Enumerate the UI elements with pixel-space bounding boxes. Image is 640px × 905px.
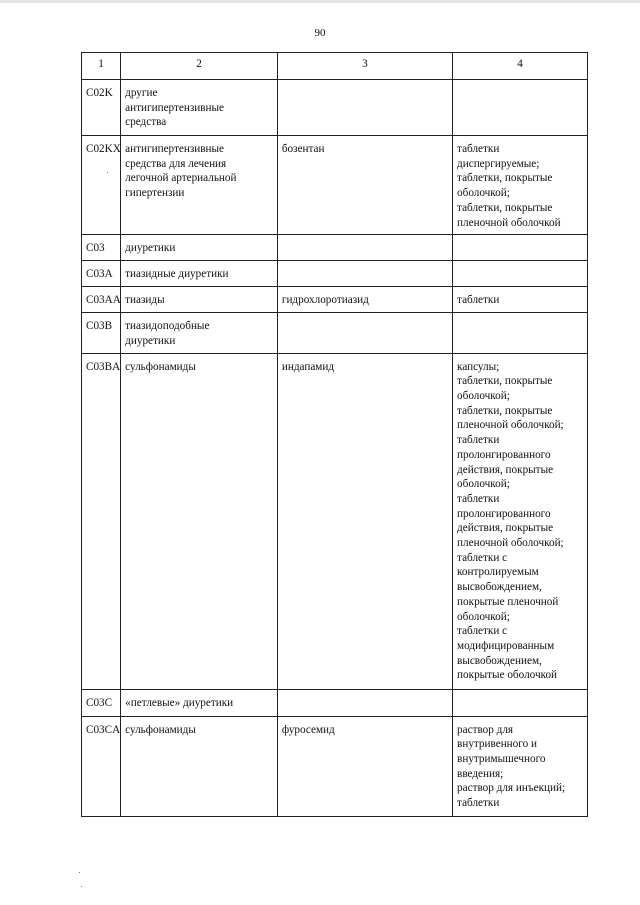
inn-cell: фуросемид <box>277 716 452 816</box>
page-number: 90 <box>314 27 326 39</box>
header-cell-1: 1 <box>82 53 121 80</box>
atc-code-cell: C03C <box>82 689 121 716</box>
dosage-form-cell <box>453 80 588 136</box>
group-name-cell: «петлевые» диуретики <box>121 689 278 716</box>
table-row <box>82 136 588 235</box>
table-row <box>82 716 588 816</box>
group-name-cell: тиазидные диуретики <box>121 261 278 287</box>
atc-code-cell: C03A <box>82 261 121 287</box>
dosage-form-cell: таблетки <box>453 287 588 313</box>
table-row <box>82 261 588 287</box>
inn-cell <box>277 235 452 261</box>
dosage-form-cell: таблетки диспергируемые; таблетки, покрытые оболочкой; таблетки, покрытые пленочной оболочкой <box>453 136 588 235</box>
dosage-form-cell: раствор для внутривенного и внутримышечного введения; раствор для инъекций; таблетки <box>453 716 588 816</box>
table-row <box>82 313 588 353</box>
inn-cell <box>277 689 452 716</box>
group-name-cell: антигипертензивные средства для лечения легочной артериальной гипертензии <box>121 136 278 235</box>
header-cell-3: 3 <box>277 53 452 80</box>
inn-cell: гидрохлоротиазид <box>277 287 452 313</box>
dosage-form-cell <box>453 235 588 261</box>
group-name-cell: другие антигипертензивные средства <box>121 80 278 136</box>
inn-cell <box>277 80 452 136</box>
group-name-cell: сульфонамиды <box>121 353 278 689</box>
group-name-cell: тиазиды <box>121 287 278 313</box>
header-cell-4: 4 <box>453 53 588 80</box>
group-name-cell: сульфонамиды <box>121 716 278 816</box>
group-name-cell: тиазидоподобные диуретики <box>121 313 278 353</box>
atc-code-cell: C02K <box>82 80 121 136</box>
table-header-row <box>82 53 588 80</box>
atc-code-cell: C03AA <box>82 287 121 313</box>
table-row <box>82 287 588 313</box>
atc-code-cell: C03BA <box>82 353 121 689</box>
top-edge-rule <box>0 0 640 3</box>
atc-code-cell: C03 <box>82 235 121 261</box>
inn-cell <box>277 261 452 287</box>
scan-speck <box>107 172 108 173</box>
inn-cell: индапамид <box>277 353 452 689</box>
atc-code-cell: C02KX <box>82 136 121 235</box>
table-row <box>82 80 588 136</box>
table-row <box>82 353 588 689</box>
dosage-form-cell <box>453 313 588 353</box>
inn-cell: бозентан <box>277 136 452 235</box>
dosage-form-cell <box>453 689 588 716</box>
atc-code-cell: C03B <box>82 313 121 353</box>
dosage-form-cell: капсулы; таблетки, покрытые оболочкой; таблетки, покрытые пленочной оболочкой; таблетки пролонгированного действия, покрытые оболочкой; таблетки пролонгированного действия, покрытые пленочной оболочкой; таблетки с контролируемым высвобождением, покрытые пленочной оболочкой; таблетки с модифицированным высвобождением, покрытые оболочкой <box>453 353 588 689</box>
drug-classification-table <box>81 52 588 817</box>
scan-speck <box>79 872 80 873</box>
dosage-form-cell <box>453 261 588 287</box>
group-name-cell: диуретики <box>121 235 278 261</box>
header-cell-2: 2 <box>121 53 278 80</box>
table-row <box>82 689 588 716</box>
table-row <box>82 235 588 261</box>
scan-speck <box>81 886 82 887</box>
atc-code-cell: C03CA <box>82 716 121 816</box>
inn-cell <box>277 313 452 353</box>
